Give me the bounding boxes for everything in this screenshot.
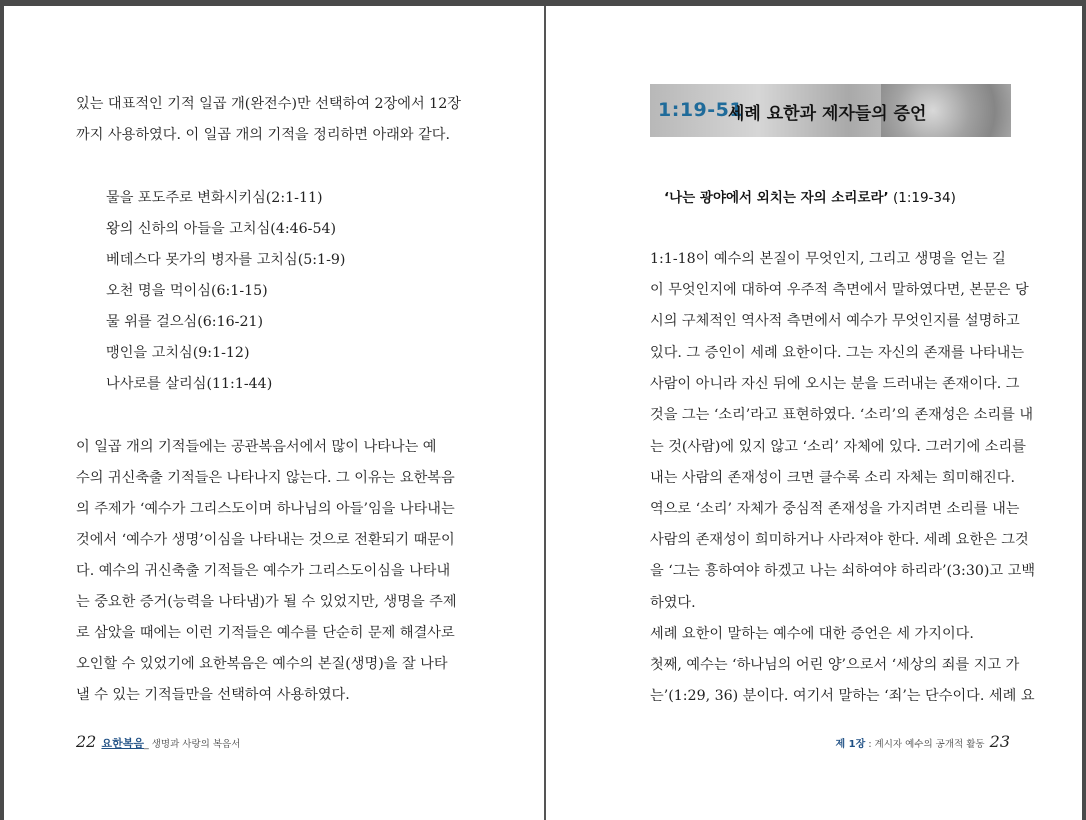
body-line: 1:1-18이 예수의 본질이 무엇인지, 그리고 생명을 얻는 길 — [650, 251, 1006, 267]
chapter-label: 제 1장 — [835, 739, 866, 750]
chapter-subtitle: : 계시자 예수의 공개적 활동 — [865, 739, 985, 750]
body-line: 역으로 ‘소리’ 자체가 중심적 존재성을 가지려면 소리를 내는 — [650, 501, 1020, 517]
body-line: 을 ‘그는 흥하여야 하겠고 나는 쇠하여야 하리라’(3:30)고 고백 — [650, 563, 1036, 579]
left-footer — [76, 732, 240, 751]
miracle-item: 왕의 신하의 아들을 고치심(4:46-54) — [106, 221, 337, 237]
left-page — [4, 6, 544, 820]
right-page — [546, 6, 1082, 820]
page-number: 22 — [76, 732, 97, 751]
body-line: 수의 귀신축출 기적들은 나타나지 않는다. 그 이유는 요한복음 — [76, 470, 455, 486]
body-line: 사람의 존재성이 희미하거나 사라져야 한다. 세례 요한은 그것 — [650, 532, 1029, 548]
body-line: 것에서 ‘예수가 생명’이심을 나타내는 것으로 전환되기 때문이 — [76, 532, 455, 548]
book-title: 요한복음 — [101, 737, 144, 750]
body-line: 는’(1:29, 36) 분이다. 여기서 말하는 ‘죄’는 단수이다. 세례 요 — [650, 688, 1035, 704]
body-line: 시의 구체적인 역사적 측면에서 예수가 무엇인지를 설명하고 — [650, 313, 1020, 329]
body-line: 오인할 수 있었기에 요한복음은 예수의 본질(생명)을 잘 나타 — [76, 656, 448, 672]
book-subtitle: _ 생명과 사랑의 복음서 — [143, 739, 241, 750]
right-footer — [836, 732, 1010, 751]
body-line: 사람이 아니라 자신 뒤에 오시는 분을 드러내는 존재이다. 그 — [650, 376, 1020, 392]
miracle-item: 물을 포도주로 변화시키심(2:1-11) — [106, 190, 323, 206]
miracle-item: 오천 명을 먹이심(6:1-15) — [106, 283, 268, 299]
body-line: 의 주제가 ‘예수가 그리스도이며 하나님의 아들’임을 나타내는 — [76, 501, 455, 517]
intro-line: 있는 대표적인 기적 일곱 개(완전수)만 선택하여 2장에서 12장 — [76, 96, 461, 112]
body-line: 로 삼았을 때에는 이런 기적들은 예수를 단순히 문제 해결사로 — [76, 625, 455, 641]
body-line: 있다. 그 증인이 세례 요한이다. 그는 자신의 존재를 나타내는 — [650, 345, 1025, 361]
body-line: 세례 요한이 말하는 예수에 대한 증언은 세 가지이다. — [650, 626, 974, 642]
body-line: 것을 그는 ‘소리’라고 표현하였다. ‘소리’의 존재성은 소리를 내 — [650, 407, 1034, 423]
body-line: 이 일곱 개의 기적들에는 공관복음서에서 많이 나타나는 예 — [76, 439, 437, 455]
body-line: 다. 예수의 귀신축출 기적들은 예수가 그리스도이심을 나타내 — [76, 563, 451, 579]
body-line: 하였다. — [650, 595, 696, 611]
miracle-item: 베데스다 못가의 병자를 고치심(5:1-9) — [106, 252, 346, 268]
miracle-item: 맹인을 고치심(9:1-12) — [106, 345, 250, 361]
section-banner — [650, 84, 1011, 137]
banner-title: 세례 요한과 제자들의 증언 — [728, 104, 927, 124]
body-line: 낼 수 있는 기적들만을 선택하여 사용하였다. — [76, 687, 350, 703]
body-line: 첫째, 예수는 ‘하나님의 어린 양’으로서 ‘세상의 죄를 지고 가 — [650, 657, 1020, 673]
body-line: 는 중요한 증거(능력을 나타냄)가 될 수 있었지만, 생명을 주제 — [76, 594, 457, 610]
subheading-text: ‘나는 광야에서 외치는 자의 소리로라’ — [664, 190, 889, 206]
body-line: 는 것(사람)에 있지 않고 ‘소리’ 자체에 있다. 그러기에 소리를 — [650, 439, 1026, 455]
intro-line: 까지 사용하였다. 이 일곱 개의 기적을 정리하면 아래와 같다. — [76, 127, 451, 143]
page-number: 23 — [989, 732, 1010, 751]
miracle-item: 나사로를 살리심(11:1-44) — [106, 376, 273, 392]
subheading-ref: (1:19-34) — [888, 190, 956, 206]
banner-ref: 1:19-51 — [658, 99, 744, 121]
body-line: 내는 사람의 존재성이 크면 클수록 소리 자체는 희미해진다. — [650, 470, 1016, 486]
body-line: 이 무엇인지에 대하여 우주적 측면에서 말하였다면, 본문은 당 — [650, 282, 1029, 298]
miracle-item: 물 위를 걸으심(6:16-21) — [106, 314, 264, 330]
subheading — [664, 186, 956, 206]
